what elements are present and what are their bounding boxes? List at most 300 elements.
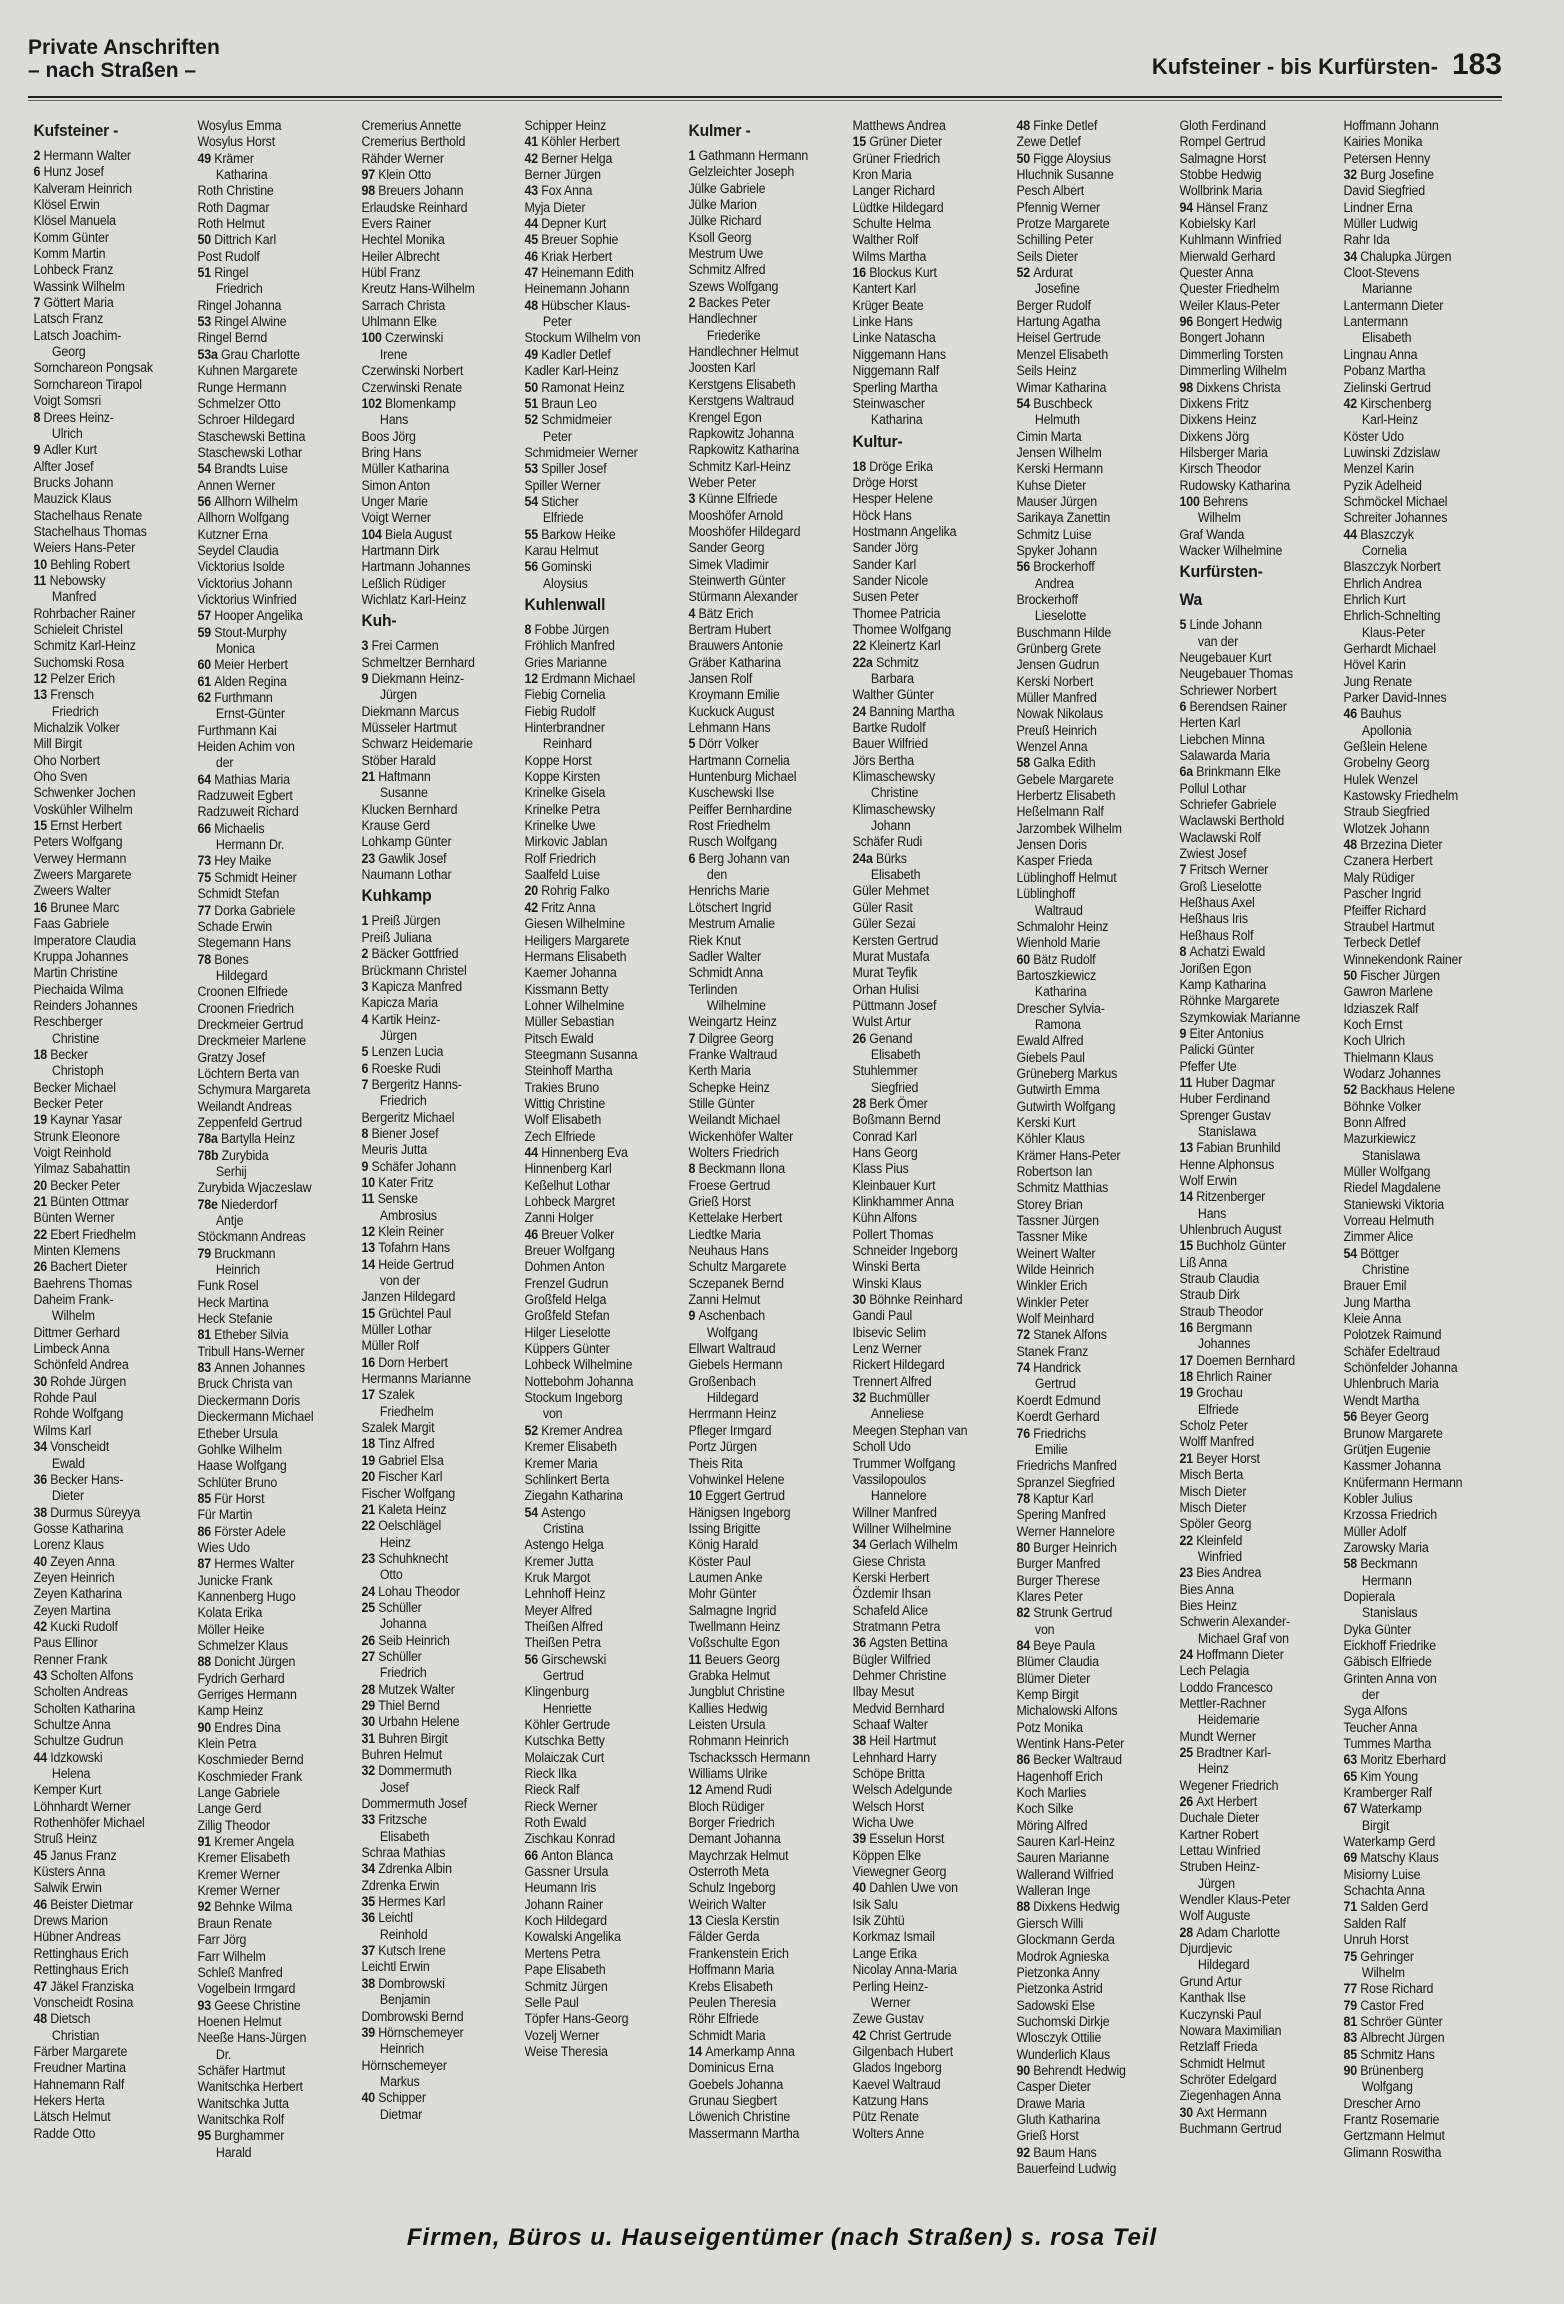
house-number: 24 xyxy=(1179,1646,1197,1662)
resident-name: Riedel Magdalene xyxy=(1343,1180,1441,1196)
resident-name: Gominski xyxy=(541,559,592,575)
resident-entry xyxy=(1016,527,1156,543)
resident-entry xyxy=(1180,1173,1320,1189)
resident-name: Rieck Werner xyxy=(524,1798,598,1814)
resident-entry xyxy=(689,687,829,703)
resident-name: Funk Rosel xyxy=(197,1278,259,1294)
house-number: 50 xyxy=(524,379,542,395)
resident-entry xyxy=(197,919,337,935)
resident-name: Voßschulte Egon xyxy=(688,1635,780,1651)
resident-entry xyxy=(1016,1899,1156,1915)
house-number: 56 xyxy=(524,1651,542,1667)
resident-entry xyxy=(34,1815,174,1831)
street-range-title xyxy=(1152,48,1502,82)
resident-name: Biela August xyxy=(384,526,452,542)
resident-entry xyxy=(1180,1157,1320,1173)
resident-entry xyxy=(525,1815,665,1831)
house-number: 76 xyxy=(1016,1425,1033,1441)
resident-entry xyxy=(852,2126,992,2142)
resident-name: Mutzek Walter xyxy=(377,1681,455,1697)
resident-name: Lorenz Klaus xyxy=(33,1537,104,1553)
resident-name: Kartik Heinz- xyxy=(371,1011,440,1027)
resident-name: Fox Anna xyxy=(541,183,593,199)
resident-name: Beckmann Ilona xyxy=(698,1161,786,1177)
resident-entry xyxy=(1016,690,1156,706)
resident-name: Allhorn Wolfgang xyxy=(197,510,289,526)
resident-name: Luwinski Zdzislaw xyxy=(1343,444,1441,460)
resident-name: Furthmann xyxy=(214,690,273,706)
resident-entry xyxy=(525,1472,665,1488)
resident-entry xyxy=(852,167,992,183)
resident-entry xyxy=(1016,445,1156,461)
resident-name: Mundt Werner xyxy=(1179,1728,1257,1744)
resident-name: Köhler Klaus xyxy=(1016,1131,1085,1147)
resident-entry xyxy=(361,216,501,232)
resident-entry xyxy=(361,510,501,526)
resident-entry xyxy=(1180,1925,1320,1941)
resident-entry xyxy=(1016,706,1156,722)
resident-entry xyxy=(1016,1916,1156,1932)
house-number: 38 xyxy=(852,1733,870,1749)
resident-entry xyxy=(34,442,174,458)
resident-name: Dixkens Heinz xyxy=(1179,412,1257,428)
resident-name: Schönfeld Andrea xyxy=(33,1357,129,1373)
resident-entry xyxy=(1180,1810,1320,1826)
resident-name: Rompel Gertrud xyxy=(1179,134,1266,150)
resident-name: Müller Adolf xyxy=(1343,1523,1407,1539)
resident-entry xyxy=(197,1001,337,1017)
house-number: 58 xyxy=(1343,1556,1361,1572)
resident-entry xyxy=(525,380,665,396)
resident-name: Zewe Gustav xyxy=(852,2011,924,2027)
resident-entry xyxy=(34,410,174,426)
resident-name: Kamp Katharina xyxy=(1179,976,1267,992)
resident-name: Seils Dieter xyxy=(1016,248,1078,264)
resident-name: Stanek Alfons xyxy=(1032,1327,1107,1343)
resident-name: Rickert Hildegard xyxy=(852,1357,945,1373)
resident-entry xyxy=(689,2093,829,2109)
resident-entry xyxy=(689,1668,829,1684)
resident-entry xyxy=(1016,1589,1156,1605)
resident-name: Blaszczyk xyxy=(1360,526,1415,542)
resident-name: Heinemann Edith xyxy=(541,265,635,281)
resident-entry xyxy=(197,1638,337,1654)
resident-entry xyxy=(361,638,501,654)
resident-entry xyxy=(525,1194,665,1210)
resident-entry xyxy=(1016,249,1156,265)
resident-entry xyxy=(1016,2047,1156,2063)
resident-name: Becker Peter xyxy=(33,1095,104,1111)
resident-name: Schipper Heinz xyxy=(524,118,607,133)
house-number: 9 xyxy=(688,1308,699,1324)
resident-name: Friedrich xyxy=(51,703,99,719)
house-number: 18 xyxy=(1179,1369,1197,1385)
resident-name: Schmelzer Otto xyxy=(197,395,281,411)
resident-name: Galka Edith xyxy=(1032,755,1096,771)
resident-entry xyxy=(1180,396,1320,412)
resident-name: Voigt Reinhold xyxy=(33,1144,112,1160)
resident-entry xyxy=(197,1229,337,1245)
resident-entry xyxy=(1344,314,1484,330)
resident-name: Gerriges Hermann xyxy=(197,1687,297,1702)
resident-entry xyxy=(689,1537,829,1553)
resident-name: Dörr Volker xyxy=(698,736,759,752)
resident-entry xyxy=(689,949,829,965)
resident-entry xyxy=(852,1308,992,1324)
resident-entry xyxy=(1016,2063,1156,2079)
resident-name: Drees Heinz- xyxy=(43,409,114,425)
resident-entry xyxy=(1344,1344,1484,1360)
house-number: 14 xyxy=(688,2043,706,2059)
resident-name: Welsch Adelgunde xyxy=(852,1782,953,1798)
house-number: 21 xyxy=(361,1501,378,1517)
resident-name: Voigt Somsri xyxy=(33,393,102,409)
resident-entry xyxy=(361,802,501,818)
resident-name: Kaemer Johanna xyxy=(524,965,617,981)
house-number: 12 xyxy=(524,671,542,686)
resident-name: Hinnenberg Karl xyxy=(524,1161,612,1177)
resident-entry xyxy=(525,330,665,346)
resident-entry xyxy=(525,1782,665,1798)
resident-entry xyxy=(1180,977,1320,993)
resident-entry xyxy=(197,1033,337,1049)
resident-entry xyxy=(1344,1507,1484,1523)
resident-name: Waterkamp Gerd xyxy=(1343,1834,1436,1850)
resident-entry xyxy=(852,720,992,736)
resident-name: Spering Manfred xyxy=(1016,1507,1106,1523)
resident-entry xyxy=(852,1096,992,1112)
resident-name: Wolf Meinhard xyxy=(1016,1311,1094,1327)
resident-name: Mill Birgit xyxy=(33,736,82,752)
resident-name: Kapicza Manfred xyxy=(371,978,462,994)
resident-name: Bachert Dieter xyxy=(50,1259,128,1275)
resident-entry xyxy=(361,1894,501,1910)
resident-entry xyxy=(852,736,992,752)
resident-entry xyxy=(1344,984,1484,1000)
resident-name: Elfriede xyxy=(1198,1401,1240,1417)
resident-entry xyxy=(1344,494,1484,510)
resident-name: Heinrich xyxy=(379,2041,424,2057)
entry-continuation xyxy=(525,510,665,526)
resident-name: Winnekendonk Rainer xyxy=(1343,951,1463,967)
house-number: 16 xyxy=(33,899,51,915)
resident-entry xyxy=(525,802,665,818)
house-number: 16 xyxy=(361,1354,378,1370)
resident-name: Wenzel Anna xyxy=(1016,739,1088,755)
resident-entry xyxy=(1180,380,1320,396)
resident-entry xyxy=(361,2025,501,2041)
resident-entry xyxy=(34,1210,174,1226)
resident-entry xyxy=(34,2011,174,2027)
resident-entry xyxy=(361,818,501,834)
resident-entry xyxy=(525,1178,665,1194)
resident-name: Duchale Dieter xyxy=(1179,1810,1260,1826)
resident-name: Serhij xyxy=(215,1164,247,1179)
resident-name: Oho Norbert xyxy=(33,752,100,768)
resident-name: Liß Anna xyxy=(1179,1254,1228,1270)
resident-name: Dyka Günter xyxy=(1343,1621,1412,1637)
resident-entry xyxy=(525,134,665,150)
resident-name: Salden Ralf xyxy=(1343,1915,1406,1931)
resident-entry xyxy=(1016,1654,1156,1670)
resident-name: Salawarda Maria xyxy=(1179,748,1271,764)
resident-entry xyxy=(1344,1458,1484,1474)
resident-entry xyxy=(1016,380,1156,396)
resident-name: Bergeritz Michael xyxy=(361,1109,454,1125)
resident-name: Dommermuth Josef xyxy=(361,1796,467,1812)
resident-name: Gassner Ursula xyxy=(524,1864,609,1880)
resident-name: Bügler Wilfried xyxy=(852,1651,931,1667)
resident-entry xyxy=(1016,919,1156,935)
resident-entry xyxy=(689,1374,829,1390)
house-number: 2 xyxy=(33,148,44,163)
resident-entry xyxy=(1016,1867,1156,1883)
resident-entry xyxy=(1344,445,1484,461)
house-number: 26 xyxy=(361,1632,378,1648)
resident-name: Lohkamp Günter xyxy=(361,834,452,850)
resident-name: Niggemann Ralf xyxy=(852,363,939,379)
resident-name: Stille Günter xyxy=(688,1095,755,1111)
resident-name: Schüller xyxy=(377,1648,422,1664)
resident-entry xyxy=(852,1619,992,1635)
resident-entry xyxy=(852,1799,992,1815)
resident-name: Buchmann Gertrud xyxy=(1179,2120,1282,2136)
directory-column xyxy=(847,118,998,2210)
house-number: 22 xyxy=(852,638,870,654)
resident-name: Koerdt Gerhard xyxy=(1016,1409,1100,1425)
resident-name: Waltraud xyxy=(1034,902,1083,918)
resident-name: Hinterbrandner xyxy=(524,720,606,736)
resident-name: Koch Hildegard xyxy=(524,1913,608,1929)
entry-continuation xyxy=(1344,1148,1484,1164)
resident-entry xyxy=(197,821,337,837)
resident-name: Heinz xyxy=(379,1534,411,1550)
house-number: 19 xyxy=(33,1112,51,1128)
resident-entry xyxy=(852,769,992,785)
resident-name: Scholz Peter xyxy=(1179,1418,1249,1434)
resident-name: Wittig Christine xyxy=(524,1095,606,1111)
house-number: 12 xyxy=(33,671,51,686)
resident-name: Geese Christine xyxy=(214,1997,301,2013)
resident-entry xyxy=(1180,961,1320,977)
resident-entry xyxy=(852,655,992,671)
resident-name: Finke Detlef xyxy=(1032,118,1097,133)
resident-name: der xyxy=(215,755,234,771)
resident-name: Schuhknecht xyxy=(377,1550,448,1566)
entry-continuation xyxy=(197,968,337,984)
house-number: 50 xyxy=(1016,150,1033,166)
resident-entry xyxy=(525,1799,665,1815)
resident-name: Kleinfeld xyxy=(1196,1532,1243,1548)
resident-name: Jürgen xyxy=(379,1027,417,1043)
resident-name: Spöler Georg xyxy=(1179,1516,1252,1532)
resident-name: Schulte Helma xyxy=(852,216,931,232)
resident-entry xyxy=(1016,1197,1156,1213)
resident-name: Krinelke Uwe xyxy=(524,818,596,834)
resident-name: Katharina xyxy=(870,412,923,428)
resident-entry xyxy=(1344,674,1484,690)
resident-entry xyxy=(1016,1327,1156,1343)
resident-entry xyxy=(1016,2096,1156,2112)
resident-entry xyxy=(525,281,665,297)
resident-name: Wollbrink Maria xyxy=(1179,183,1263,199)
entry-continuation xyxy=(361,687,501,703)
resident-name: Vicktorius Winfried xyxy=(197,591,297,607)
resident-name: Terlinden xyxy=(688,981,738,997)
resident-name: Hahnemann Ralf xyxy=(33,2076,125,2092)
resident-entry xyxy=(525,965,665,981)
resident-entry xyxy=(525,1505,665,1521)
resident-entry xyxy=(1344,1981,1484,1997)
resident-name: Möller Heike xyxy=(197,1621,265,1637)
resident-name: Renner Frank xyxy=(33,1651,108,1667)
resident-name: Janus Franz xyxy=(50,1847,117,1863)
entry-continuation xyxy=(361,1992,501,2008)
resident-name: Michael Graf von xyxy=(1198,1630,1290,1646)
resident-name: Seils Heinz xyxy=(1016,363,1077,379)
resident-name: Kolata Erika xyxy=(197,1605,263,1621)
resident-name: Otto xyxy=(379,1567,403,1583)
resident-entry xyxy=(689,1766,829,1782)
resident-entry xyxy=(1344,1197,1484,1213)
resident-name: Bartke Rudolf xyxy=(852,720,926,736)
resident-entry xyxy=(197,1589,337,1605)
resident-entry xyxy=(1180,1189,1320,1205)
resident-entry xyxy=(689,410,829,426)
resident-name: Durmus Süreyya xyxy=(50,1504,141,1520)
resident-name: Spranzel Siegfried xyxy=(1016,1474,1115,1490)
resident-name: Bring Hans xyxy=(361,444,421,460)
resident-entry xyxy=(852,330,992,346)
resident-entry xyxy=(689,1014,829,1030)
resident-entry xyxy=(1180,1843,1320,1859)
resident-name: Storey Brian xyxy=(1016,1196,1083,1212)
house-number: 54 xyxy=(1016,395,1033,411)
resident-entry xyxy=(1180,617,1320,633)
resident-entry xyxy=(852,1521,992,1537)
resident-entry xyxy=(525,167,665,183)
resident-entry xyxy=(34,687,174,703)
resident-entry xyxy=(1016,886,1156,902)
resident-name: Kater Fritz xyxy=(377,1174,434,1190)
street-heading: Wa xyxy=(1179,590,1203,610)
resident-name: Köster Paul xyxy=(688,1553,751,1569)
resident-entry xyxy=(852,1684,992,1700)
resident-name: Vogelbein Irmgard xyxy=(197,1981,295,1997)
resident-entry xyxy=(1180,216,1320,232)
resident-name: Kanthak Ilse xyxy=(1179,1990,1247,2006)
resident-entry xyxy=(197,1981,337,1997)
resident-entry xyxy=(852,1652,992,1668)
resident-entry xyxy=(1344,1180,1484,1196)
resident-name: Lüblinghoff xyxy=(1016,886,1075,902)
resident-name: Rohrbacher Rainer xyxy=(33,605,136,621)
resident-entry xyxy=(197,1344,337,1360)
house-number: 92 xyxy=(197,1899,215,1915)
resident-name: Blockus Kurt xyxy=(869,265,937,281)
resident-entry xyxy=(1180,846,1320,862)
house-number: 6 xyxy=(688,850,699,866)
house-number: 56 xyxy=(197,493,215,509)
resident-name: Ebert Friedhelm xyxy=(50,1226,136,1242)
resident-entry xyxy=(852,1880,992,1896)
resident-name: Kruppa Johannes xyxy=(33,948,129,964)
house-number: 18 xyxy=(852,458,870,474)
resident-name: Wienhold Marie xyxy=(1016,935,1100,951)
resident-name: Bloch Rüdiger xyxy=(688,1798,765,1814)
resident-entry xyxy=(1180,1091,1320,1107)
page-number: 183 xyxy=(1451,48,1502,81)
resident-entry xyxy=(1180,1582,1320,1598)
resident-entry xyxy=(361,1469,501,1485)
resident-entry xyxy=(361,1077,501,1093)
house-number: 30 xyxy=(361,1714,378,1730)
resident-entry xyxy=(34,655,174,671)
resident-entry xyxy=(525,1292,665,1308)
entry-continuation xyxy=(34,1063,174,1079)
resident-name: Selle Paul xyxy=(524,1994,579,2010)
house-number: 23 xyxy=(361,850,378,866)
resident-entry xyxy=(689,246,829,262)
resident-name: Friedhelm xyxy=(379,1403,434,1419)
resident-name: Girschewski xyxy=(541,1651,607,1667)
resident-entry xyxy=(1016,2014,1156,2030)
resident-name: Lohbeck Franz xyxy=(33,262,114,278)
entry-continuation xyxy=(361,1665,501,1681)
resident-entry xyxy=(852,1423,992,1439)
resident-entry xyxy=(361,527,501,543)
resident-name: Wodarz Johannes xyxy=(1343,1065,1441,1081)
resident-name: Zwiest Josef xyxy=(1179,846,1247,862)
resident-name: Monica xyxy=(215,641,255,656)
house-number: 46 xyxy=(33,1896,51,1912)
resident-entry xyxy=(197,1426,337,1442)
resident-name: Lötschert Ingrid xyxy=(688,899,772,915)
resident-entry xyxy=(1344,903,1484,919)
house-number: 20 xyxy=(361,1469,378,1485)
resident-entry xyxy=(689,1161,829,1177)
resident-entry xyxy=(1180,330,1320,346)
resident-name: Klares Peter xyxy=(1016,1588,1083,1604)
resident-entry xyxy=(525,298,665,314)
resident-entry xyxy=(689,704,829,720)
resident-entry xyxy=(852,998,992,1014)
resident-name: Hans Georg xyxy=(852,1144,918,1160)
resident-name: Dilgree Georg xyxy=(698,1030,774,1046)
directory-column xyxy=(28,118,179,2210)
entry-continuation xyxy=(197,1213,337,1229)
resident-name: Nottebohm Johanna xyxy=(524,1373,634,1389)
resident-entry xyxy=(852,298,992,314)
resident-name: Giese Christa xyxy=(852,1553,926,1569)
resident-name: Pietzonka Anny xyxy=(1016,1964,1100,1980)
resident-name: Gebele Margarete xyxy=(1016,771,1114,787)
resident-entry xyxy=(197,1017,337,1033)
resident-name: Bünten Werner xyxy=(33,1210,115,1226)
entry-continuation xyxy=(689,328,829,344)
resident-name: Susanne xyxy=(379,785,428,801)
resident-name: Fritz Anna xyxy=(541,899,596,915)
entry-continuation xyxy=(852,1488,992,1504)
house-number: 51 xyxy=(197,265,215,281)
resident-entry xyxy=(1016,363,1156,379)
entry-continuation xyxy=(197,1164,337,1180)
resident-entry xyxy=(1180,1696,1320,1712)
resident-name: Weirich Walter xyxy=(688,1896,767,1912)
resident-entry xyxy=(1344,2112,1484,2128)
resident-name: Hübl Franz xyxy=(361,265,420,281)
resident-name: Rusch Wolfgang xyxy=(688,834,777,850)
